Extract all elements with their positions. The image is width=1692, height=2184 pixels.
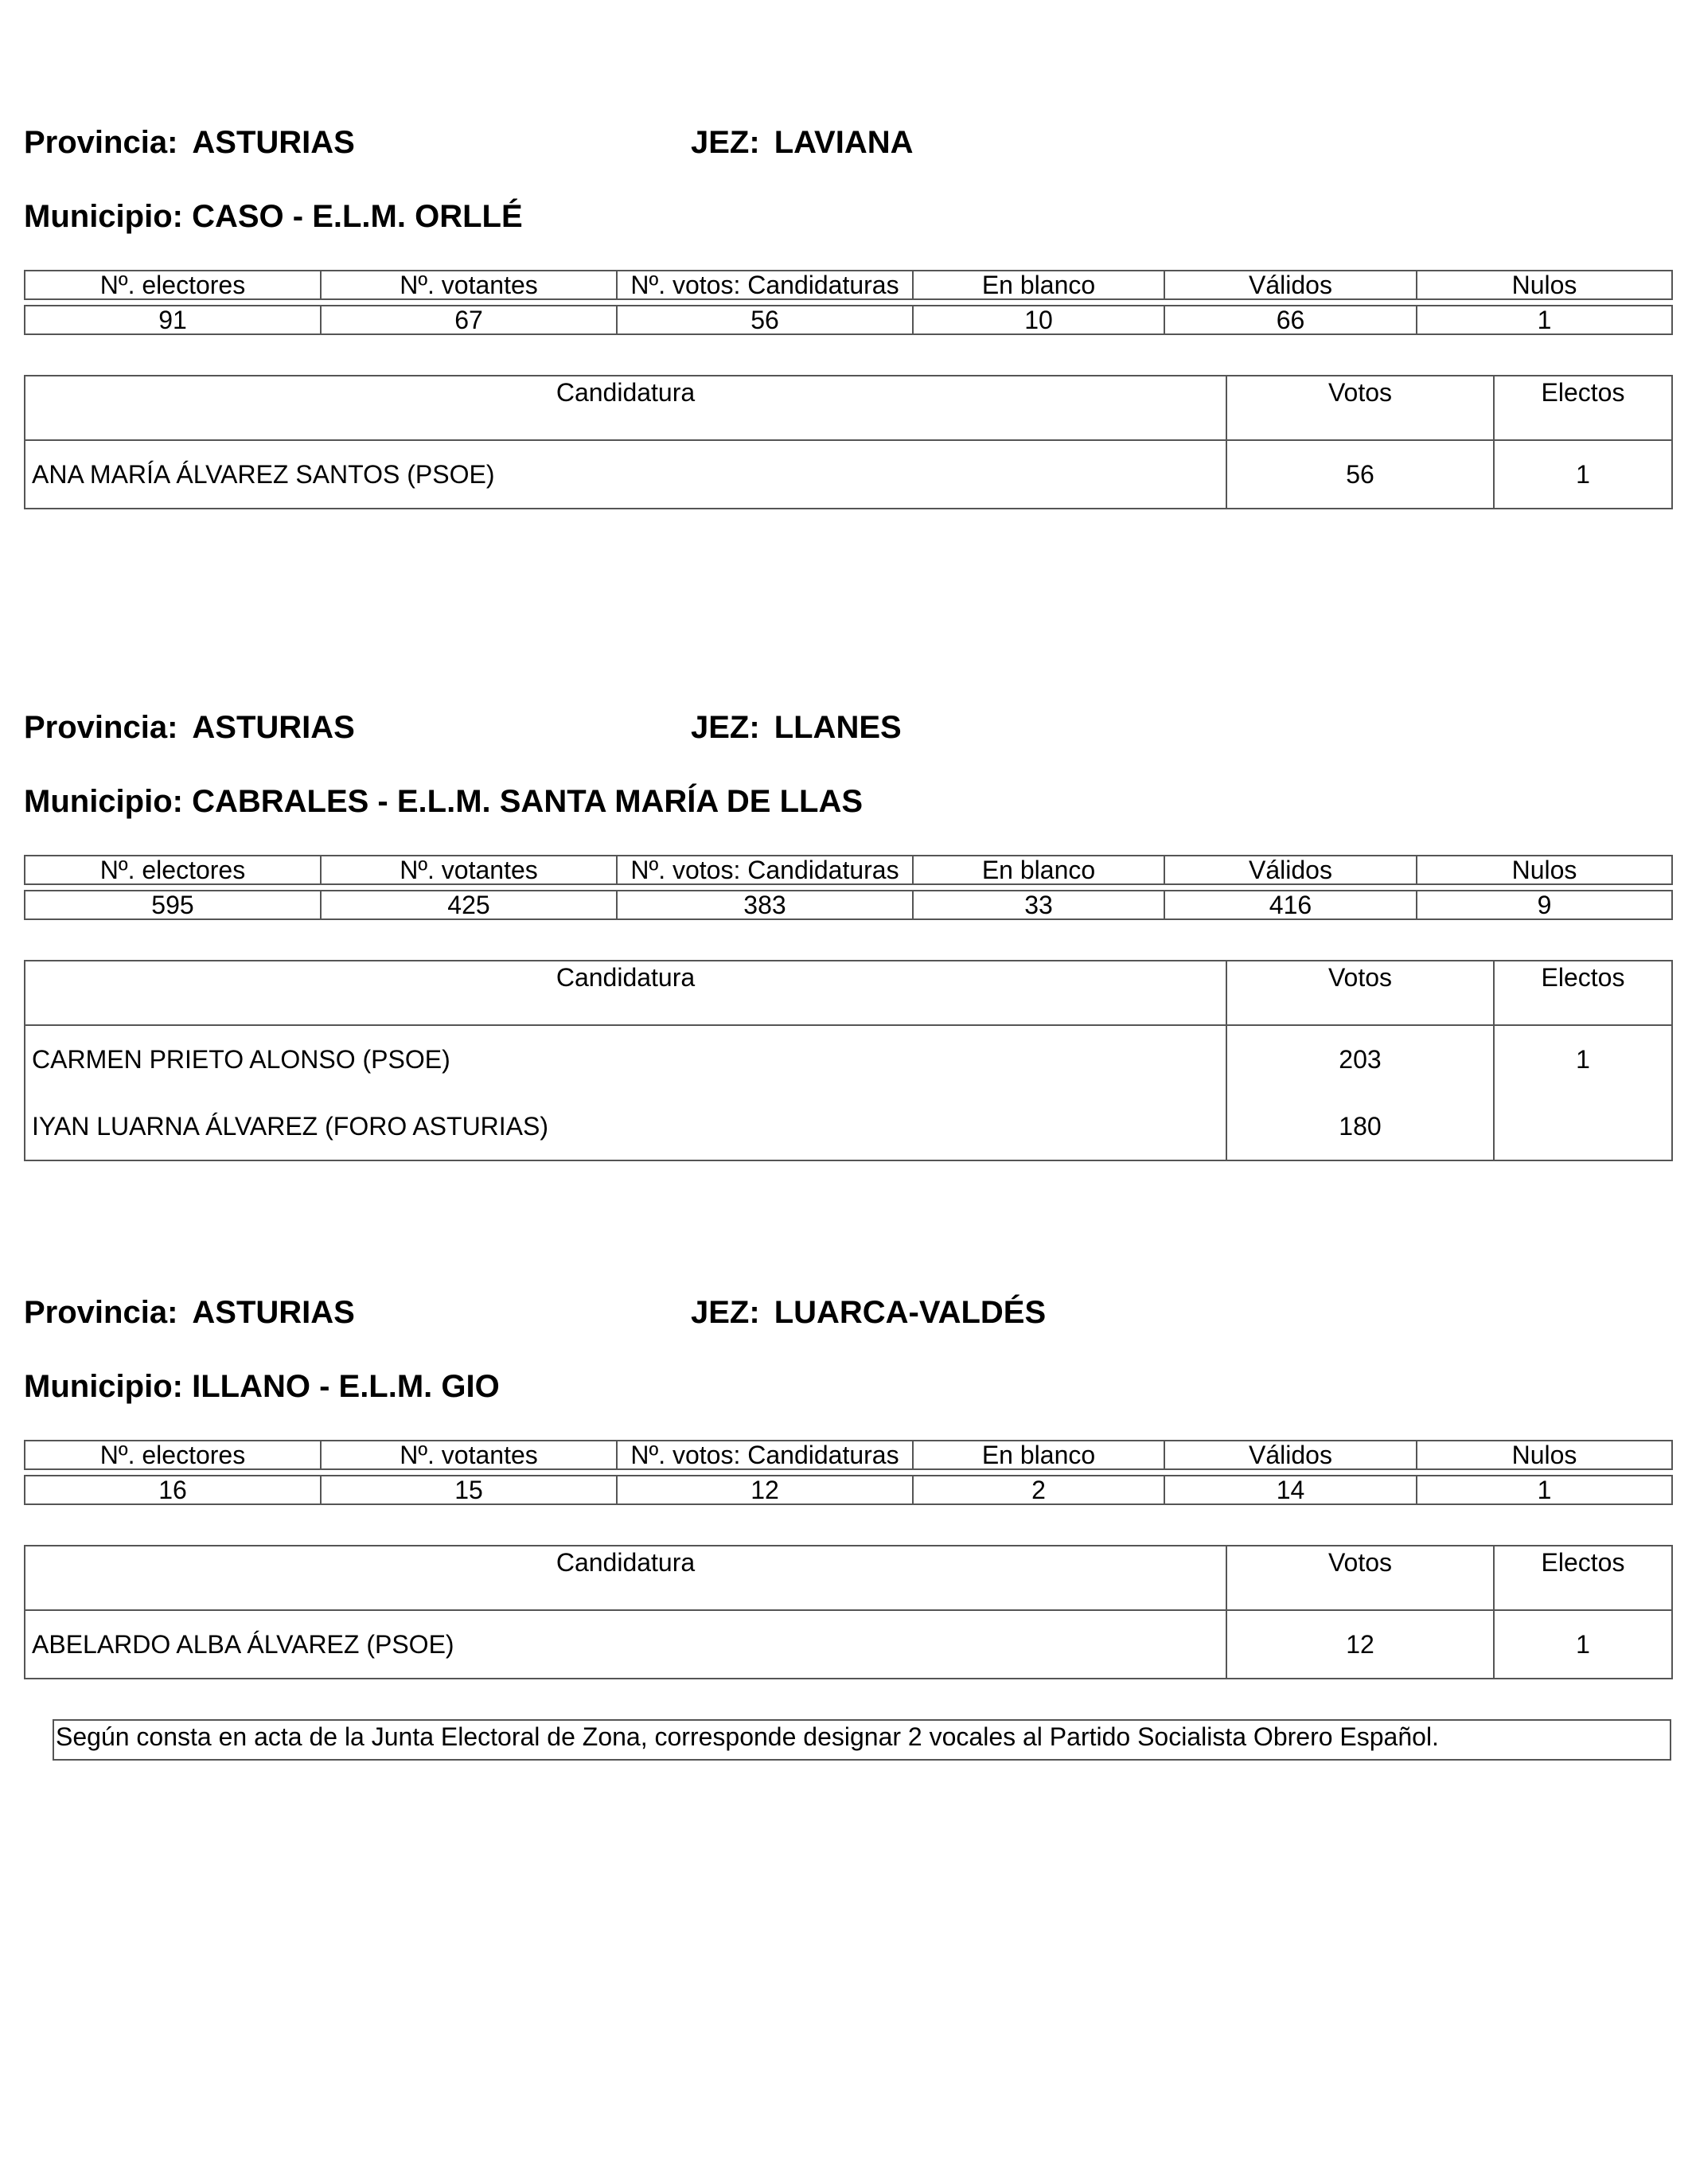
- stats-header-electores: Nº. electores: [25, 856, 321, 884]
- stats-header-en-blanco: En blanco: [913, 1441, 1164, 1469]
- provincia-label: Provincia:: [24, 1295, 178, 1330]
- municipio-heading: [24, 782, 863, 821]
- candidate-row: [25, 440, 1672, 509]
- stats-header-votos-candidaturas: Nº. votos: Candidaturas: [617, 271, 913, 299]
- candidates-header-row: [25, 961, 1672, 1025]
- candidate-name: ABELARDO ALBA ÁLVAREZ (PSOE): [25, 1610, 1226, 1679]
- candidate-electos: [1494, 1093, 1672, 1160]
- provincia-label: Provincia:: [24, 125, 178, 160]
- stats-electores: 91: [25, 306, 321, 334]
- stats-table: [24, 270, 1673, 335]
- cand-header-electos: Electos: [1494, 961, 1672, 1025]
- cand-header-electos: Electos: [1494, 376, 1672, 440]
- provincia-value: ASTURIAS: [192, 710, 355, 745]
- stats-header-votantes: Nº. votantes: [321, 271, 617, 299]
- stats-table: [24, 855, 1673, 920]
- cand-header-candidatura: Candidatura: [25, 961, 1226, 1025]
- jez-heading: [691, 708, 902, 747]
- stats-votos-candidaturas: 56: [617, 306, 913, 334]
- provincia-heading: [24, 708, 355, 747]
- stats-en-blanco: 10: [913, 306, 1164, 334]
- municipio-heading: [24, 1367, 500, 1406]
- candidates-table: [24, 960, 1673, 1161]
- candidate-name: CARMEN PRIETO ALONSO (PSOE): [25, 1025, 1226, 1093]
- jez-value: LAVIANA: [774, 125, 914, 160]
- provincia-heading: [24, 1293, 355, 1332]
- municipio-label: Municipio:: [24, 1369, 183, 1404]
- provincia-value: ASTURIAS: [192, 1295, 355, 1330]
- stats-header-electores: Nº. electores: [25, 1441, 321, 1469]
- jez-value: LUARCA-VALDÉS: [774, 1295, 1047, 1330]
- stats-header-votos-candidaturas: Nº. votos: Candidaturas: [617, 1441, 913, 1469]
- candidate-electos: 1: [1494, 1025, 1672, 1093]
- stats-validos: 14: [1164, 1476, 1417, 1504]
- candidate-electos: 1: [1494, 440, 1672, 509]
- stats-value-row: [25, 306, 1672, 334]
- candidate-votes: 180: [1226, 1093, 1494, 1160]
- candidate-votes: 12: [1226, 1610, 1494, 1679]
- stats-votantes: 67: [321, 306, 617, 334]
- municipio-label: Municipio:: [24, 784, 183, 819]
- candidates-header-row: [25, 376, 1672, 440]
- stats-nulos: 1: [1417, 306, 1672, 334]
- stats-header-nulos: Nulos: [1417, 1441, 1672, 1469]
- stats-header-en-blanco: En blanco: [913, 856, 1164, 884]
- stats-table: [24, 1440, 1673, 1505]
- provincia-label: Provincia:: [24, 710, 178, 745]
- stats-header-validos: Válidos: [1164, 1441, 1417, 1469]
- acta-note: Según consta en acta de la Junta Electoral de Zona, corresponde designar 2 vocales al Partido Socialista Obrero Español.: [53, 1719, 1671, 1761]
- stats-header-nulos: Nulos: [1417, 271, 1672, 299]
- candidates-table: [24, 1545, 1673, 1679]
- cand-header-votos: Votos: [1226, 376, 1494, 440]
- stats-header-electores: Nº. electores: [25, 271, 321, 299]
- jez-label: JEZ:: [691, 710, 760, 745]
- stats-votos-candidaturas: 12: [617, 1476, 913, 1504]
- jez-label: JEZ:: [691, 1295, 760, 1330]
- candidate-votes: 56: [1226, 440, 1494, 509]
- section-caso: [24, 123, 1671, 513]
- candidate-votes: 203: [1226, 1025, 1494, 1093]
- stats-header-row: [25, 1441, 1672, 1469]
- stats-header-row: [25, 271, 1672, 299]
- municipio-value: ILLANO - E.L.M. GIO: [192, 1369, 500, 1404]
- municipio-heading: [24, 197, 523, 236]
- candidates-header-row: [25, 1546, 1672, 1610]
- candidate-row: [25, 1610, 1672, 1679]
- stats-header-validos: Válidos: [1164, 271, 1417, 299]
- stats-header-en-blanco: En blanco: [913, 271, 1164, 299]
- stats-header-nulos: Nulos: [1417, 856, 1672, 884]
- cand-header-votos: Votos: [1226, 1546, 1494, 1610]
- section-cabrales: [24, 708, 1671, 1170]
- candidate-name: ANA MARÍA ÁLVAREZ SANTOS (PSOE): [25, 440, 1226, 509]
- provincia-heading: [24, 123, 355, 162]
- municipio-value: CASO - E.L.M. ORLLÉ: [192, 199, 523, 234]
- stats-nulos: 9: [1417, 891, 1672, 919]
- provincia-value: ASTURIAS: [192, 125, 355, 160]
- candidate-name: IYAN LUARNA ÁLVAREZ (FORO ASTURIAS): [25, 1093, 1226, 1160]
- jez-heading: [691, 123, 914, 162]
- stats-en-blanco: 33: [913, 891, 1164, 919]
- section-illano: [24, 1293, 1671, 1683]
- candidates-table: [24, 375, 1673, 509]
- stats-electores: 16: [25, 1476, 321, 1504]
- cand-header-candidatura: Candidatura: [25, 376, 1226, 440]
- stats-electores: 595: [25, 891, 321, 919]
- stats-votantes: 15: [321, 1476, 617, 1504]
- candidate-row: [25, 1093, 1672, 1160]
- jez-value: LLANES: [774, 710, 902, 745]
- candidate-row: [25, 1025, 1672, 1093]
- stats-nulos: 1: [1417, 1476, 1672, 1504]
- municipio-value: CABRALES - E.L.M. SANTA MARÍA DE LLAS: [192, 784, 864, 819]
- stats-header-row: [25, 856, 1672, 884]
- candidate-electos: 1: [1494, 1610, 1672, 1679]
- cand-header-candidatura: Candidatura: [25, 1546, 1226, 1610]
- stats-header-votantes: Nº. votantes: [321, 1441, 617, 1469]
- stats-votantes: 425: [321, 891, 617, 919]
- jez-heading: [691, 1293, 1046, 1332]
- cand-header-votos: Votos: [1226, 961, 1494, 1025]
- stats-header-votos-candidaturas: Nº. votos: Candidaturas: [617, 856, 913, 884]
- stats-header-validos: Válidos: [1164, 856, 1417, 884]
- stats-validos: 416: [1164, 891, 1417, 919]
- stats-validos: 66: [1164, 306, 1417, 334]
- stats-en-blanco: 2: [913, 1476, 1164, 1504]
- cand-header-electos: Electos: [1494, 1546, 1672, 1610]
- stats-value-row: [25, 891, 1672, 919]
- jez-label: JEZ:: [691, 125, 760, 160]
- stats-value-row: [25, 1476, 1672, 1504]
- stats-votos-candidaturas: 383: [617, 891, 913, 919]
- stats-header-votantes: Nº. votantes: [321, 856, 617, 884]
- municipio-label: Municipio:: [24, 199, 183, 234]
